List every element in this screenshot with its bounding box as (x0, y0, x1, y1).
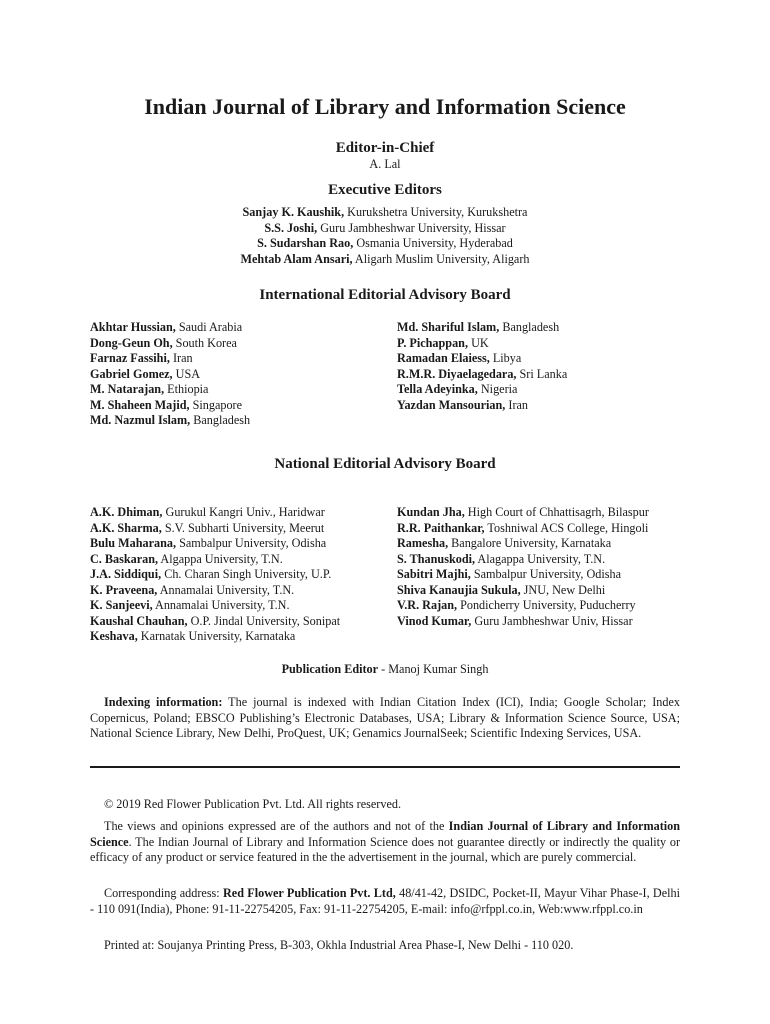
disclaimer-text-post: . The Indian Journal of Library and Information Science does not guarantee directly or indirectly the quality or efficacy of any product or service featured in the the advertisement in the journal, which are purely commercial. (90, 834, 680, 864)
member-name: M. Natarajan, (90, 382, 165, 396)
member-affiliation: Toshniwal ACS College, Hingoli (484, 520, 649, 535)
executive-editor-entry (90, 221, 680, 237)
board-member (397, 598, 687, 614)
member-affiliation: Sambalpur University, Odisha (470, 567, 621, 581)
board-member (397, 367, 687, 383)
executive-editors-list (90, 205, 680, 267)
member-affiliation: Bangladesh (190, 413, 251, 427)
international-board-left-column (90, 320, 395, 429)
international-board-heading: International Editorial Advisory Board (259, 287, 511, 303)
member-name: Dong-Geun Oh, (90, 335, 173, 350)
member-name: R.R. Paithankar, (397, 520, 485, 535)
board-member (90, 398, 395, 414)
member-affiliation: Iran (505, 397, 529, 412)
executive-editor-entry (90, 205, 680, 221)
editor-affiliation: Aligarh Muslim University, Aligarh (352, 251, 530, 266)
editor-affiliation: Guru Jambheshwar University, Hissar (317, 220, 506, 235)
member-name: Farnaz Fassihi, (90, 351, 170, 365)
member-name: Kaushal Chauhan, (90, 613, 188, 628)
board-member (90, 583, 395, 599)
member-affiliation: Sambalpur University, Odisha (176, 536, 327, 550)
board-member (90, 552, 395, 568)
member-affiliation: High Court of Chhattisagrh, Bilaspur (464, 505, 649, 519)
international-board-right-column (397, 320, 687, 413)
member-name: Akhtar Hussian, (90, 320, 176, 334)
disclaimer-paragraph (90, 819, 680, 866)
editor-in-chief-name: A. Lal (369, 157, 401, 171)
board-member (90, 567, 395, 583)
executive-editor-entry (90, 236, 680, 252)
journal-title: Indian Journal of Library and Information Science (144, 94, 626, 119)
disclaimer-journal-name: Indian Journal of Library and Information Science (90, 819, 681, 849)
member-affiliation: South Korea (172, 335, 237, 350)
editor-in-chief-heading: Editor-in-Chief (335, 140, 435, 156)
board-member (90, 413, 395, 429)
member-name: Md. Nazmul Islam, (90, 413, 191, 427)
publication-editor (90, 662, 680, 678)
corresponding-address (90, 886, 680, 917)
board-member (90, 320, 395, 336)
member-name: Yazdan Mansourian, (397, 397, 506, 412)
editor-name: Mehtab Alam Ansari, (240, 251, 353, 266)
member-name: M. Shaheen Majid, (90, 397, 190, 412)
member-affiliation: UK (468, 335, 489, 350)
member-name: K. Sanjeevi, (90, 598, 153, 612)
editor-affiliation: Kurukshetra University, Kurukshetra (344, 205, 528, 219)
board-member (397, 521, 687, 537)
corresponding-details: 48/41-42, DSIDC, Pocket-II, Mayur Vihar Phase-I, Delhi - 110 091(India), Phone: 91-11-22754205, Fax: 91-11-22754205, E-mail: info@rfppl.co.in, Web:www.rfppl.co.in (90, 886, 680, 916)
member-affiliation: Pondicherry University, Puducherry (457, 598, 636, 612)
board-member (397, 505, 687, 521)
member-name: J.A. Siddiqui, (90, 567, 162, 581)
board-member (397, 552, 687, 568)
board-member (397, 398, 687, 414)
board-member (397, 336, 687, 352)
board-member (90, 382, 395, 398)
editor-name: S. Sudarshan Rao, (257, 236, 354, 250)
member-affiliation: Sri Lanka (516, 366, 568, 381)
member-name: P. Pichappan, (397, 335, 469, 350)
member-name: Md. Shariful Islam, (397, 320, 500, 334)
section-divider (90, 766, 680, 768)
board-member (397, 382, 687, 398)
member-affiliation: Ch. Charan Singh University, U.P. (161, 567, 332, 581)
member-name: Ramadan Elaiess, (397, 351, 490, 365)
board-member (90, 521, 395, 537)
board-member (90, 336, 395, 352)
board-member (90, 598, 395, 614)
member-name: Tella Adeyinka, (397, 382, 478, 396)
member-affiliation: Iran (169, 351, 193, 365)
member-affiliation: Nigeria (477, 382, 518, 396)
indexing-label: Indexing information: (104, 695, 223, 709)
member-name: C. Baskaran, (90, 551, 159, 566)
member-name: Bulu Maharana, (90, 536, 177, 550)
printed-at: Printed at: Soujanya Printing Press, B-303, Okhla Industrial Area Phase-I, New Delhi - 110 020. (104, 938, 574, 952)
member-affiliation: Annamalai University, T.N. (152, 598, 290, 612)
member-name: Vinod Kumar, (397, 613, 472, 628)
publisher-name: Red Flower Publication Pvt. Ltd, (223, 886, 396, 900)
member-affiliation: Algappa University, T.N. (158, 551, 283, 566)
national-board-left-column (90, 505, 395, 645)
national-board-right-column (397, 505, 687, 629)
member-affiliation: Bangalore University, Karnataka (448, 536, 612, 550)
editor-name: S.S. Joshi, (264, 220, 318, 235)
member-name: Kundan Jha, (397, 505, 465, 519)
member-name: Keshava, (90, 629, 138, 643)
editor-affiliation: Osmania University, Hyderabad (353, 236, 513, 250)
member-affiliation: Guru Jambheshwar Univ, Hissar (471, 613, 633, 628)
board-member (90, 614, 395, 630)
publication-editor-label: Publication Editor (281, 662, 379, 676)
member-affiliation: Singapore (189, 397, 243, 412)
member-affiliation: Libya (489, 351, 522, 365)
board-member (397, 614, 687, 630)
board-member (90, 367, 395, 383)
member-affiliation: Alagappa University, T.N. (475, 551, 606, 566)
member-name: S. Thanuskodi, (397, 551, 476, 566)
executive-editors-heading: Executive Editors (328, 182, 442, 198)
member-affiliation: Annamalai University, T.N. (157, 582, 295, 597)
indexing-text: The journal is indexed with Indian Citation Index (ICI), India; Google Scholar; Index Copernicus, Poland; EBSCO Publishing’s Electronic Databases, USA; Library & Information Science Source, USA; National Science Library, New Delhi, ProQuest, UK; Genamics JournalSeek; Scientific Indexing Services, USA. (90, 695, 680, 740)
board-member (90, 351, 395, 367)
board-member (397, 583, 687, 599)
member-affiliation: JNU, New Delhi (520, 582, 606, 597)
member-name: V.R. Rajan, (397, 598, 458, 612)
member-affiliation: Ethiopia (164, 382, 209, 396)
member-affiliation: USA (172, 366, 201, 381)
executive-editor-entry (90, 252, 680, 268)
member-affiliation: Saudi Arabia (175, 320, 243, 334)
member-affiliation: Bangladesh (499, 320, 560, 334)
board-member (90, 629, 395, 645)
member-name: R.M.R. Diyaelagedara, (397, 366, 517, 381)
editor-name: Sanjay K. Kaushik, (242, 205, 345, 219)
board-member (90, 505, 395, 521)
member-affiliation: S.V. Subharti University, Meerut (161, 520, 325, 535)
board-member (397, 320, 687, 336)
member-affiliation: Gurukul Kangri Univ., Haridwar (162, 505, 325, 519)
publication-editor-name: - Manoj Kumar Singh (378, 662, 489, 676)
member-name: Gabriel Gomez, (90, 366, 173, 381)
member-name: Ramesha, (397, 536, 449, 550)
board-member (397, 351, 687, 367)
member-name: A.K. Dhiman, (90, 505, 163, 519)
member-name: Shiva Kanaujia Sukula, (397, 582, 521, 597)
disclaimer-text-pre: The views and opinions expressed are of the authors and not of the (104, 819, 449, 833)
board-member (397, 567, 687, 583)
member-affiliation: Karnatak University, Karnataka (137, 629, 296, 643)
member-name: A.K. Sharma, (90, 520, 162, 535)
member-name: Sabitri Majhi, (397, 567, 471, 581)
corresponding-label: Corresponding address: (104, 886, 223, 900)
indexing-information (90, 695, 680, 742)
board-member (90, 536, 395, 552)
national-board-heading: National Editorial Advisory Board (274, 456, 496, 472)
member-name: K. Praveena, (90, 582, 158, 597)
member-affiliation: O.P. Jindal University, Sonipat (187, 613, 341, 628)
copyright-notice: © 2019 Red Flower Publication Pvt. Ltd. All rights reserved. (104, 797, 401, 811)
board-member (397, 536, 687, 552)
